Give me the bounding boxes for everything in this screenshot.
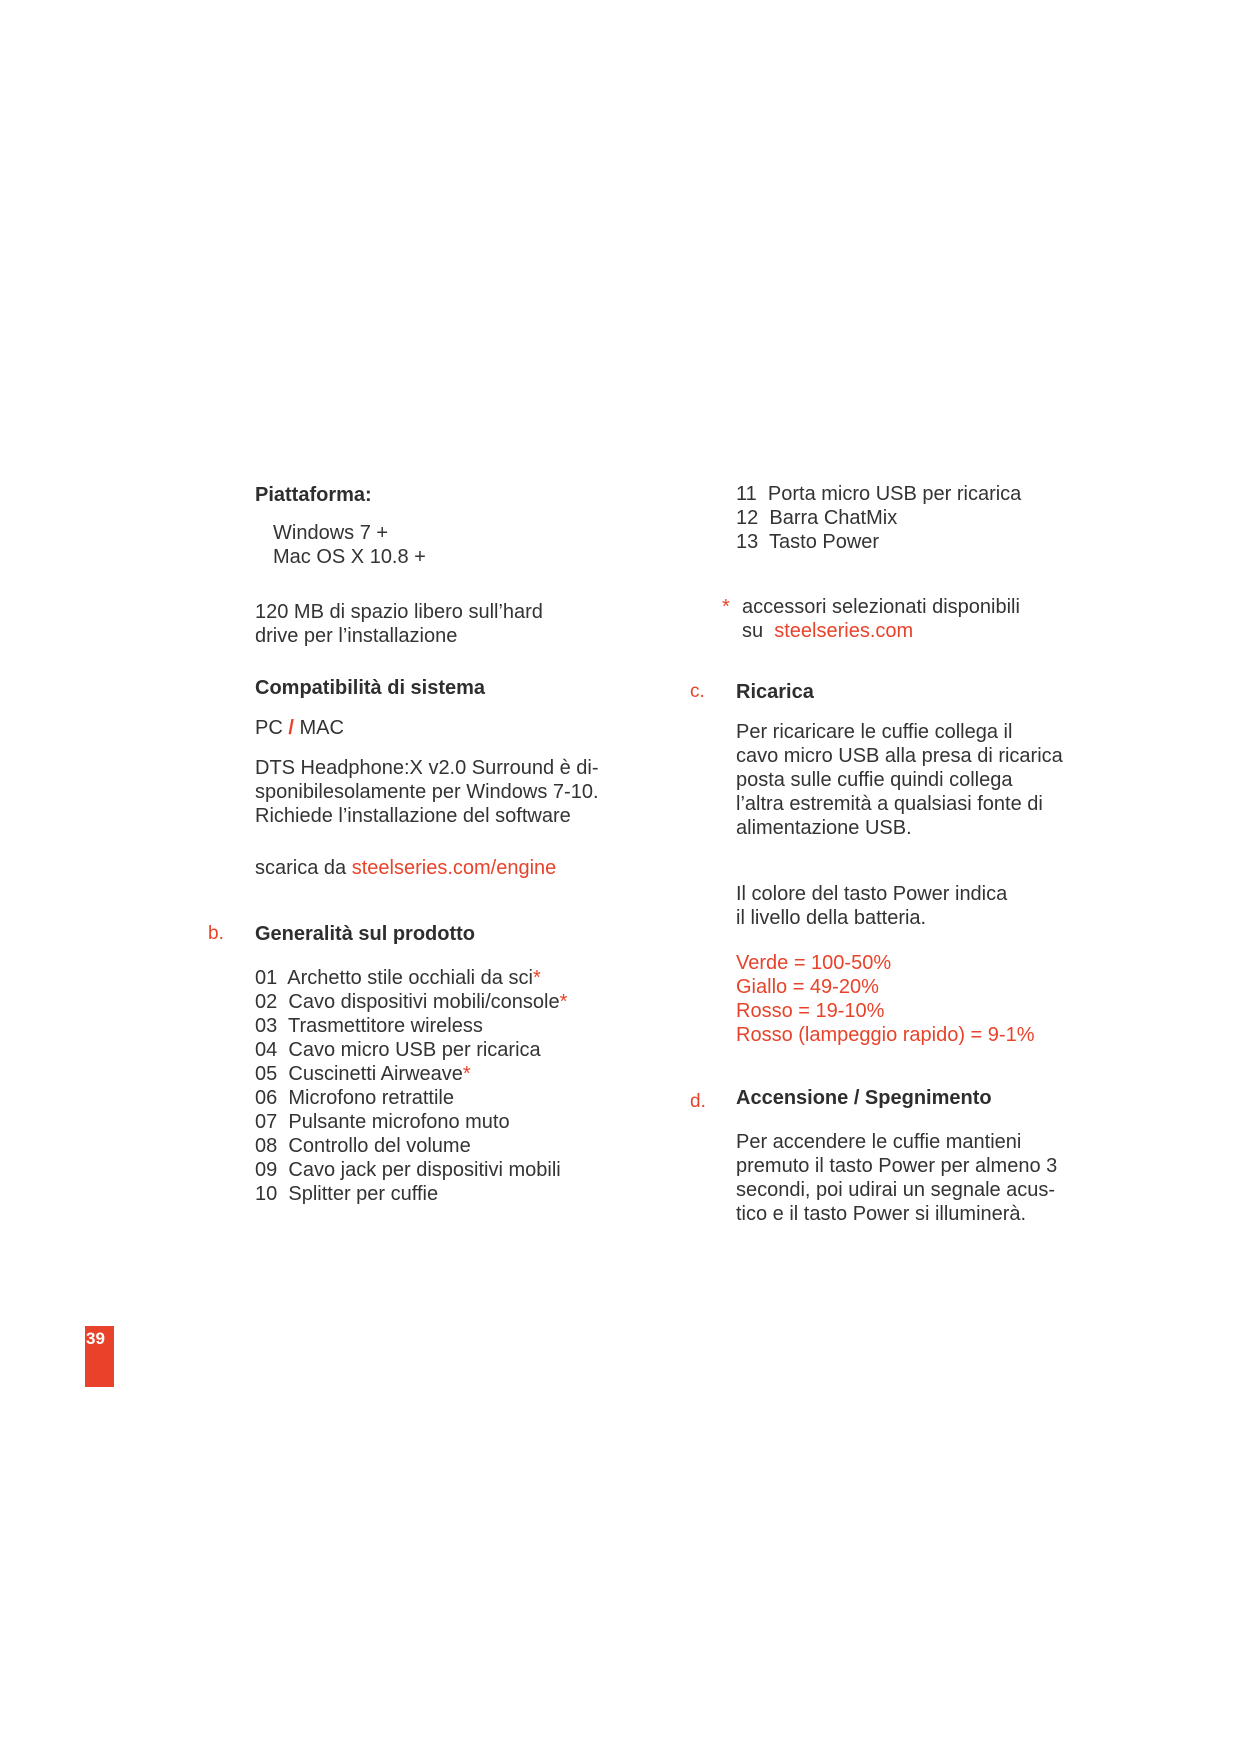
- list-item: 11 Porta micro USB per ricarica: [736, 483, 1022, 505]
- accessories-note: [742, 595, 1020, 643]
- section-c-heading: Ricarica: [736, 681, 814, 703]
- section-d-heading: Accensione / Spegnimento: [736, 1087, 992, 1109]
- list-item: 09 Cavo jack per dispositivi mobili: [255, 1159, 561, 1181]
- charging-line: cavo micro USB alla presa di ricarica: [736, 745, 1063, 767]
- platform-mac: Mac OS X 10.8 +: [273, 546, 426, 568]
- list-item: 12 Barra ChatMix: [736, 507, 898, 529]
- charging-line: posta sulle cuffie quindi collega: [736, 769, 1013, 791]
- steelseries-link[interactable]: steelseries.com: [774, 620, 914, 642]
- list-item: 10 Splitter per cuffie: [255, 1183, 439, 1205]
- battery-levels: [736, 951, 1035, 1047]
- dts-text: [255, 756, 599, 828]
- platform-windows: Windows 7 +: [273, 522, 389, 544]
- list-item: 08 Controllo del volume: [255, 1135, 471, 1157]
- power-on-instructions: [736, 1130, 1057, 1226]
- accessories-note-star: *: [722, 596, 730, 618]
- download-prefix: scarica da: [255, 857, 347, 879]
- power-on-line: premuto il tasto Power per almeno 3: [736, 1155, 1058, 1177]
- product-items-list-continued: [736, 482, 1021, 554]
- power-color-note: [736, 882, 1007, 930]
- compat-heading: Compatibilità di sistema: [255, 677, 486, 699]
- section-b-heading: Generalità sul prodotto: [255, 923, 476, 945]
- section-d-label: d.: [690, 1091, 706, 1112]
- list-item: 04 Cavo micro USB per ricarica: [255, 1039, 541, 1061]
- disk-space-line: 120 MB di spazio libero sull’hard: [255, 601, 543, 623]
- battery-level-yellow: Giallo = 49-20%: [736, 976, 879, 998]
- list-item: 03 Trasmettitore wireless: [255, 1015, 483, 1037]
- compat-slash: /: [288, 717, 294, 739]
- section-b-label: b.: [208, 923, 224, 944]
- download-text: [255, 856, 556, 880]
- list-item: 01 Archetto stile occhiali da sci*: [255, 967, 541, 989]
- platform-heading: Piattaforma:: [255, 484, 372, 506]
- product-items-list: [255, 966, 567, 1206]
- list-item: 13 Tasto Power: [736, 531, 880, 553]
- list-item: 06 Microfono retrattile: [255, 1087, 454, 1109]
- charging-line: Per ricaricare le cuffie collega il: [736, 721, 1013, 743]
- page-number-badge: [85, 1326, 114, 1387]
- power-on-line: tico e il tasto Power si illuminerà.: [736, 1203, 1027, 1225]
- charging-line: l’altra estremità a qualsiasi fonte di: [736, 793, 1043, 815]
- platform-list: [273, 521, 426, 569]
- compat-mac: MAC: [299, 717, 344, 739]
- compat-os: [255, 716, 344, 740]
- battery-level-red: Rosso = 19-10%: [736, 1000, 885, 1022]
- page-number: 39: [86, 1329, 105, 1348]
- disk-space-text: [255, 600, 543, 648]
- battery-level-green: Verde = 100-50%: [736, 952, 892, 974]
- power-on-line: secondi, poi udirai un segnale acus-: [736, 1179, 1056, 1201]
- dts-line: Richiede l’installazione del software: [255, 805, 571, 827]
- battery-level-red-blinking: Rosso (lampeggio rapido) = 9-1%: [736, 1024, 1035, 1046]
- list-item: 05 Cuscinetti Airweave*: [255, 1063, 471, 1085]
- compat-pc: PC: [255, 717, 283, 739]
- list-item: 07 Pulsante microfono muto: [255, 1111, 510, 1133]
- accessories-note-line: accessori selezionati disponibili: [742, 596, 1020, 618]
- charging-line: alimentazione USB.: [736, 817, 912, 839]
- accessories-note-line: su steelseries.com: [742, 620, 914, 642]
- power-color-line: il livello della batteria.: [736, 907, 927, 929]
- list-item: 02 Cavo dispositivi mobili/console*: [255, 991, 568, 1013]
- download-link[interactable]: steelseries.com/engine: [351, 857, 557, 879]
- section-c-label: c.: [690, 681, 705, 702]
- dts-line: DTS Headphone:X v2.0 Surround è di-: [255, 757, 599, 779]
- disk-space-line: drive per l’installazione: [255, 625, 458, 647]
- dts-line: sponibilesolamente per Windows 7-10.: [255, 781, 599, 803]
- power-color-line: Il colore del tasto Power indica: [736, 883, 1008, 905]
- power-on-line: Per accendere le cuffie mantieni: [736, 1131, 1022, 1153]
- charging-instructions: [736, 720, 1063, 840]
